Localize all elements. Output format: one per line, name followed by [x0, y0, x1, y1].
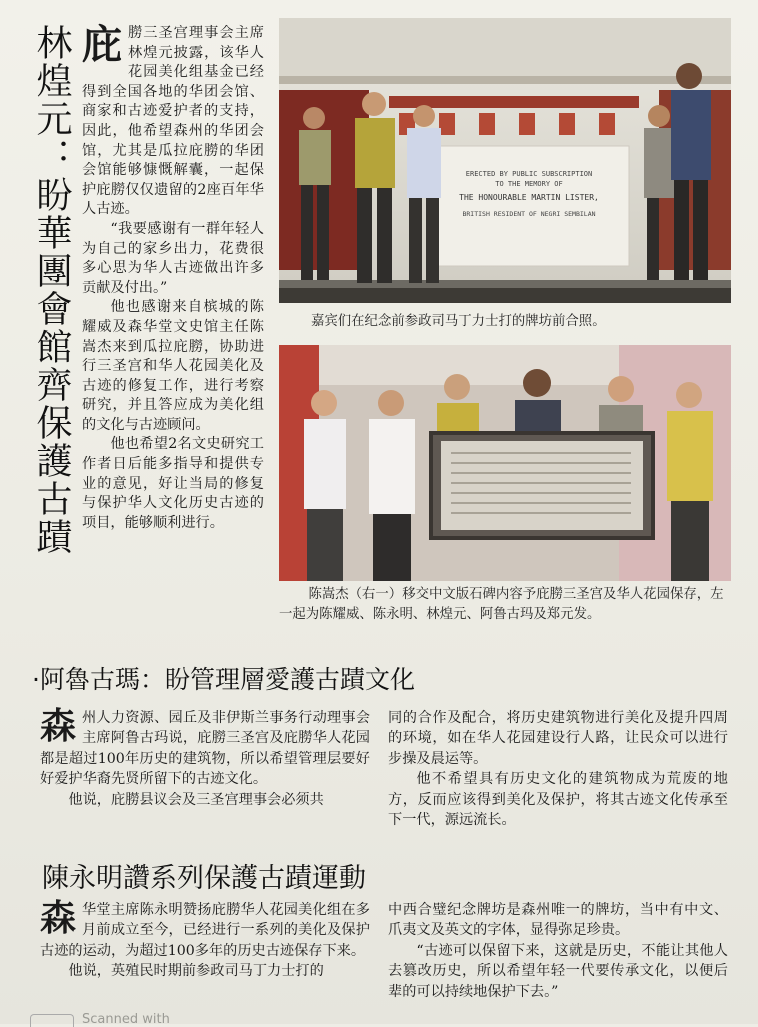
- article2-paragraph-1: 森州人力资源、园丘及非伊斯兰事务行动理事会主席阿鲁古玛说，庇朥三圣宫及庇朥华人花园都是超过100年历史的建筑物，所以希望管理层要好好爱护华裔先贤所留下的古迹文化。: [40, 706, 370, 788]
- article3-headline: 陳永明讚系列保護古蹟運動: [42, 863, 366, 894]
- article2-headline: ·阿魯古瑪：盼管理層愛護古蹟文化: [32, 665, 415, 694]
- article1-title: 林煌元：盼華團會館齊保護古蹟: [31, 24, 72, 556]
- drop-cap: 森: [40, 898, 77, 939]
- article1-paragraph-3: 他也感谢来自槟城的陈耀威及森华堂文史馆主任陈嵩杰来到瓜拉庇朥，协助进行三圣宫和华人花园美化及古迹的修复工作，进行考察研究，并且答应成为美化组的文化与古迹顾问。: [82, 299, 264, 433]
- drop-cap: 森: [40, 706, 77, 747]
- article2-paragraph-4: 他不希望具有历史文化的建筑物成为荒废的地方，反而应该得到美化及保护，将其古迹文化传承至下一代，源远流长。: [388, 771, 728, 829]
- photo2-caption: 陈嵩杰（右一）移交中文版石碑内容予庇朥三圣宫及华人花园保存，左一起为陈耀威、陈永明、林煌元、阿鲁古玛及郑元发。: [279, 587, 724, 622]
- article1-body: [82, 24, 264, 533]
- article3-paragraph-3: 中西合璧纪念牌坊是森州唯一的牌坊，当中有中文、爪夷文及英文的字体，显得弥足珍贵。: [388, 902, 728, 939]
- article3-paragraph-2: 他说，英殖民时期前参政司马丁力士打的: [68, 963, 324, 980]
- drop-cap: 庇: [82, 22, 122, 68]
- article3-paragraph-4: “古迹可以保留下来，这就是历史，不能让其他人去篡改历史，所以希望年轻一代要传承文化，以便后辈的可以持续地保护下去。”: [388, 942, 728, 1000]
- article2-paragraph-3: 同的合作及配合，将历史建筑物进行美化及提升四周的环境，如在华人花园建设行人路，让民众可以进行步操及晨运等。: [388, 710, 728, 767]
- photo-inscription-handover: [279, 345, 731, 581]
- plaque-line-2: TO THE MEMORY OF: [495, 180, 563, 188]
- photo-memorial-arch: [279, 18, 731, 303]
- article3-right-column: [388, 900, 728, 1002]
- plaque-line-4: BRITISH RESIDENT OF NEGRI SEMBILAN: [462, 210, 596, 218]
- article2-right-column: [388, 708, 728, 830]
- article2-left-column: [40, 708, 370, 810]
- plaque-line-1: ERECTED BY PUBLIC SUBSCRIPTION: [465, 170, 593, 178]
- article1-paragraph-2: “我要感谢有一群年轻人为自己的家乡出力，花费很多心思为华人古迹做出许多贡献及付出。”: [82, 220, 264, 296]
- article2-paragraph-2: 他说，庇朥县议会及三圣宫理事会必须共: [68, 791, 324, 808]
- scanner-watermark: Scanned with: [30, 1012, 170, 1027]
- article1-paragraph-1: 庇朥三圣宫理事会主席林煌元披露，该华人花园美化组基金已经得到全国各地的华团会馆、商家和古迹爱护者的支持，因此，他希望森州的华团会馆，尤其是瓜拉庇朥的华团会馆能够慷慨解囊，一起保护庇朥仅仅遗留的2座百年华人古迹。: [82, 22, 264, 218]
- article3-left-column: [40, 900, 370, 982]
- scanner-logo-icon: [30, 1014, 74, 1027]
- photo1-caption: 嘉宾们在纪念前参政司马丁力士打的牌坊前合照。: [311, 314, 606, 329]
- plaque-line-3: THE HONOURABLE MARTIN LISTER,: [459, 193, 599, 202]
- article3-paragraph-1: 森华堂主席陈永明赞扬庇朥华人花园美化组在多月前成立至今，已经进行一系列的美化及保护古迹的运动，为超过100多年的历史古迹保存下来。: [40, 898, 370, 959]
- article1-paragraph-4: 他也希望2名文史研究工作者日后能多指导和提供专业的意见，好让当局的修复与保护华人文化历史古迹的项目，能够顺利进行。: [82, 436, 264, 531]
